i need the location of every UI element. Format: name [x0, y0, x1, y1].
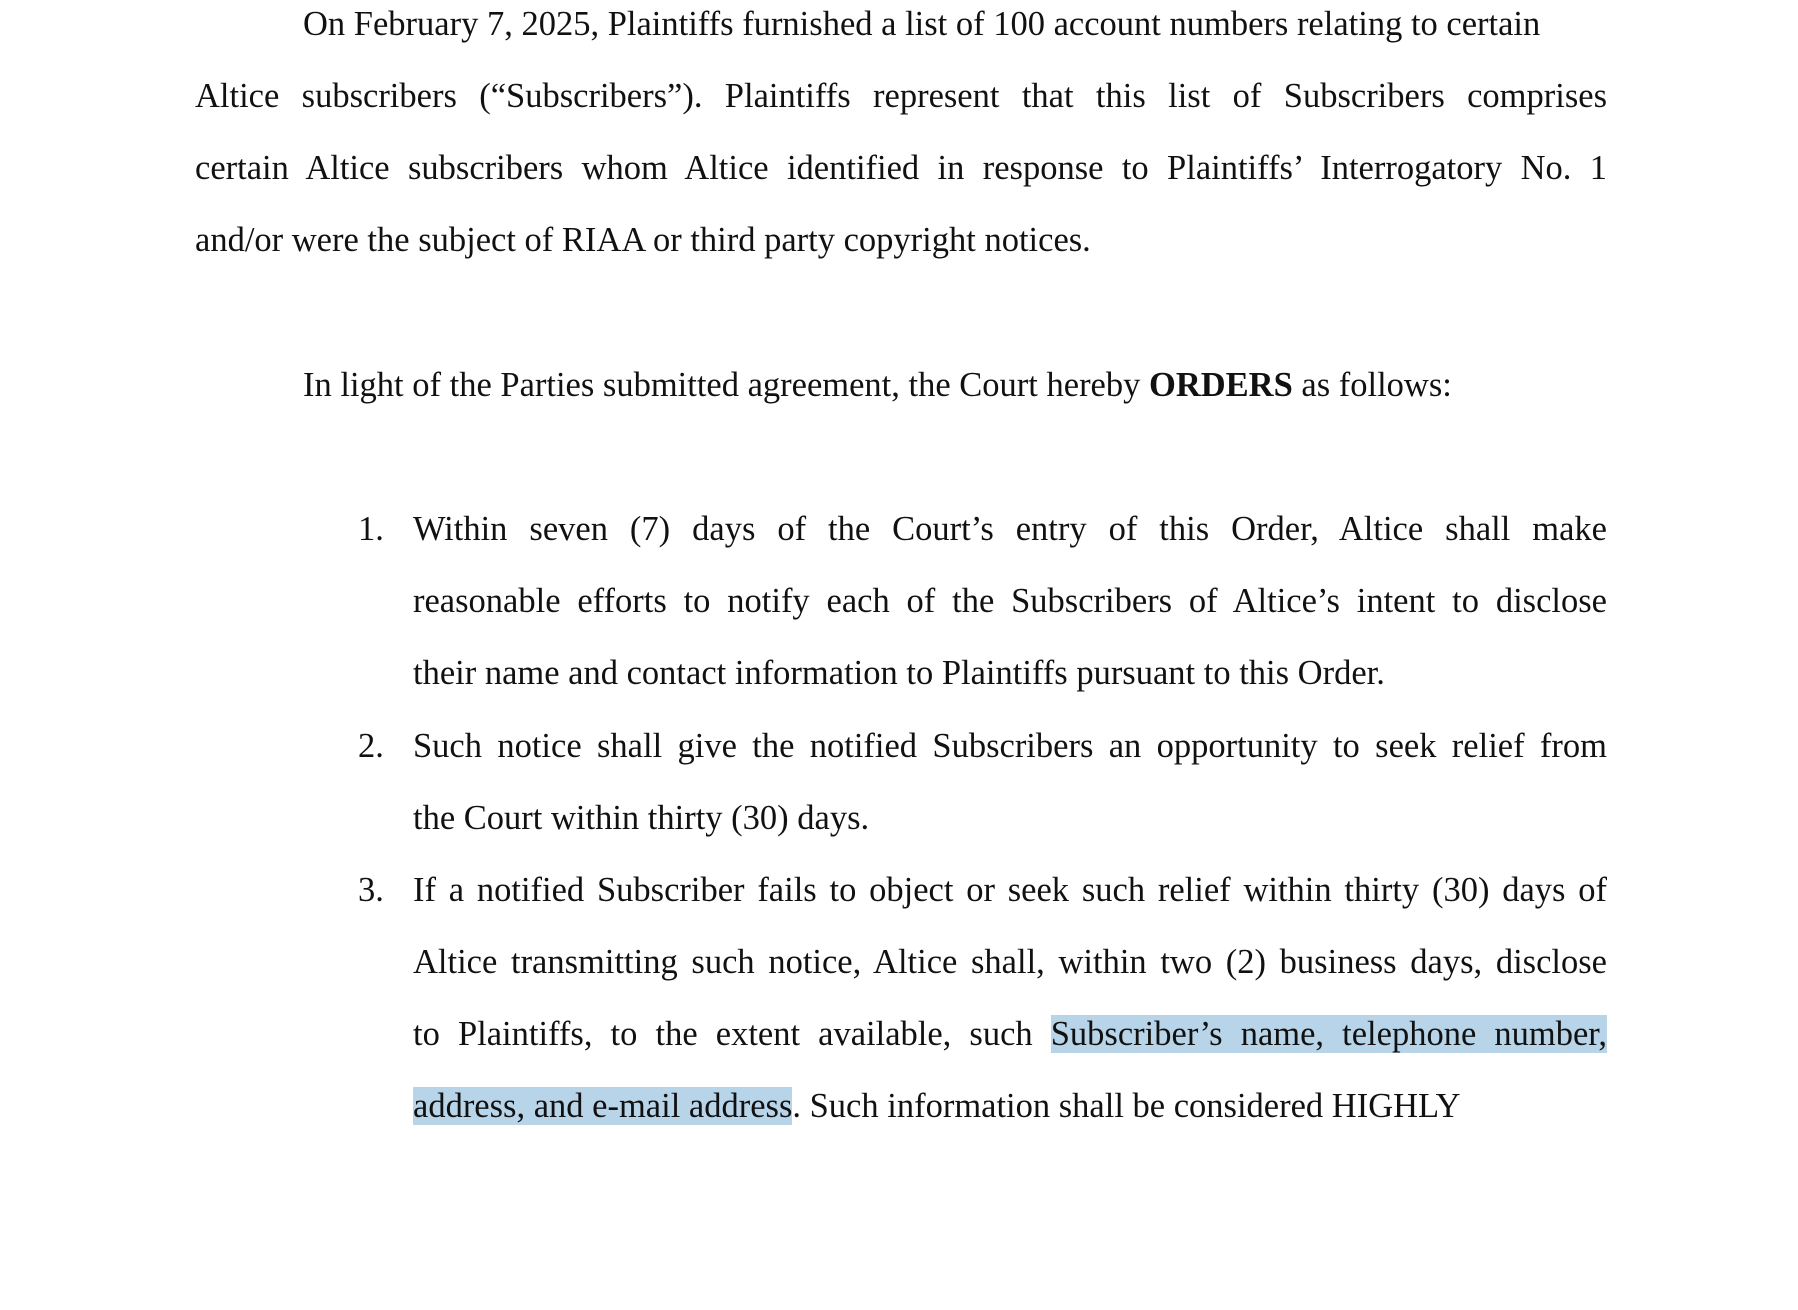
- paragraph-line: and/or were the subject of RIAA or third party copyright notices.: [195, 221, 1091, 259]
- list-item-line: reasonable efforts to notify each of the Subscribers of Altice’s intent to disclose: [413, 582, 1607, 620]
- list-item-line: [413, 1084, 1461, 1128]
- order-intro-tail: as follows:: [1292, 366, 1452, 404]
- list-item-text: to Plaintiffs, to the extent available, such: [413, 1015, 1051, 1053]
- list-item-number: 2.: [358, 727, 384, 765]
- paragraph-line: Altice subscribers (“Subscribers”). Plaintiffs represent that this list of Subscribers comprises: [195, 77, 1607, 115]
- list-item-line: Within seven (7) days of the Court’s entry of this Order, Altice shall make: [413, 510, 1607, 548]
- orders-keyword: ORDERS: [1149, 366, 1293, 404]
- paragraph-line: certain Altice subscribers whom Altice identified in response to Plaintiffs’ Interrogatory No. 1: [195, 149, 1607, 187]
- paragraph-line: On February 7, 2025, Plaintiffs furnished a list of 100 account numbers relating to certain: [303, 5, 1541, 43]
- list-item-number: 1.: [358, 510, 384, 548]
- list-item-line: Such notice shall give the notified Subscribers an opportunity to seek relief from: [413, 727, 1607, 765]
- list-item-line: [413, 1012, 1607, 1056]
- list-item-text: . Such information shall be considered HIGHLY: [792, 1087, 1461, 1125]
- list-item-line: If a notified Subscriber fails to object or seek such relief within thirty (30) days of: [413, 871, 1607, 909]
- list-item-line: Altice transmitting such notice, Altice shall, within two (2) business days, disclose: [413, 943, 1607, 981]
- selected-text-highlight[interactable]: address, and e-mail address: [413, 1087, 793, 1125]
- selected-text-highlight[interactable]: Subscriber’s name, telephone number,: [1050, 1015, 1607, 1053]
- order-intro: [303, 363, 1452, 407]
- order-intro-text: In light of the Parties submitted agreement, the Court hereby: [303, 366, 1149, 404]
- list-item-number: 3.: [358, 871, 384, 909]
- list-item-line: the Court within thirty (30) days.: [413, 799, 870, 837]
- list-item-line: their name and contact information to Plaintiffs pursuant to this Order.: [413, 654, 1385, 692]
